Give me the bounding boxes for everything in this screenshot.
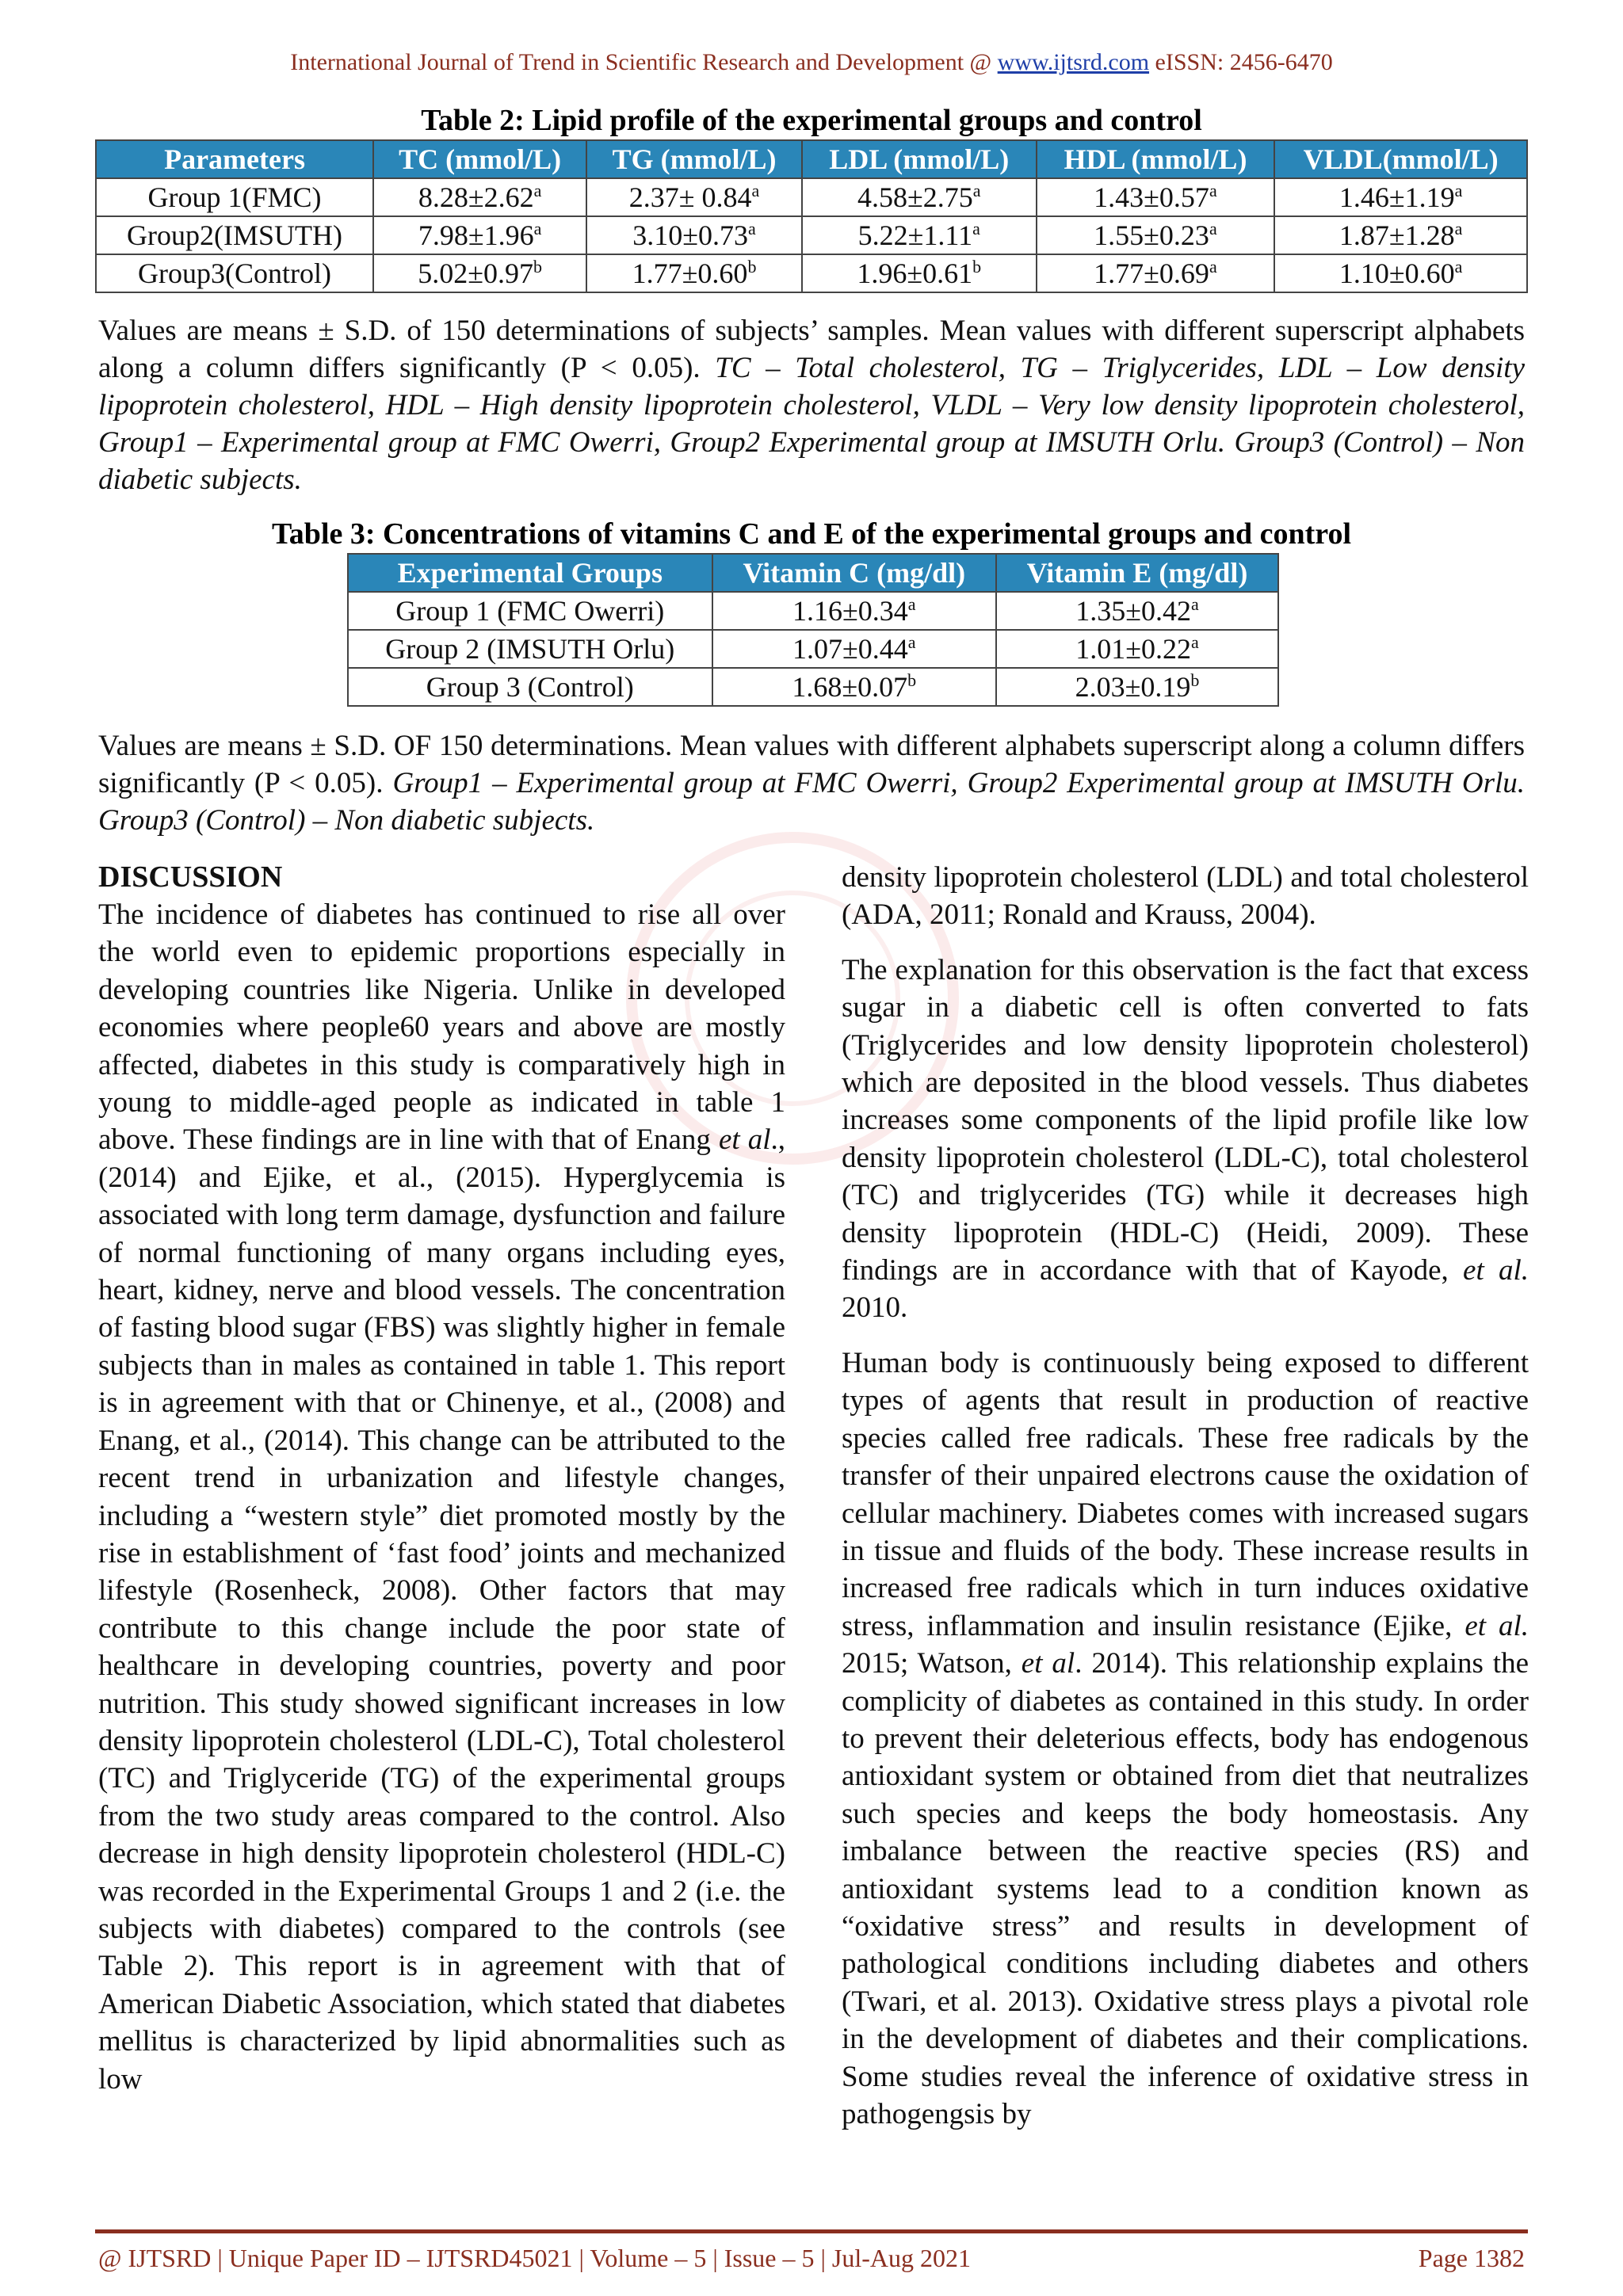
cell-superscript: a — [1454, 257, 1463, 277]
table-cell — [1274, 178, 1527, 216]
cell-superscript: a — [1190, 594, 1199, 614]
table2-note: Values are means ± S.D. of 150 determinations of subjects’ samples. Mean values with different superscript alphabets along a column differs significantly (P < 0.05). TC – Total cholesterol, TG – Triglycerides, LDL – Low density lipoprotein cholesterol, HDL – High density lipoprotein cholesterol, VLDL – Very low density lipoprotein cholesterol, Group1 – Experimental group at FMC Owerri, Group2 Experimental group at IMSUTH Orlu. Group3 (Control) – Non diabetic subjects. — [98, 315, 1525, 496]
cell-superscript: a — [1209, 219, 1217, 238]
table-cell — [802, 216, 1037, 254]
table-cell — [712, 592, 996, 630]
table2-header-row — [96, 140, 1527, 178]
table-row — [348, 630, 1278, 668]
cell-value: 1.35±0.42 — [1075, 595, 1191, 627]
cell-value: 8.28±2.62 — [418, 181, 534, 213]
table-cell — [1274, 216, 1527, 254]
table-row — [96, 216, 1527, 254]
table3-col-header: Experimental Groups — [348, 554, 712, 592]
row-label: Group3(Control) — [96, 254, 373, 292]
table-cell — [1037, 216, 1275, 254]
cell-superscript: a — [907, 594, 916, 614]
discussion-paragraph-1: The incidence of diabetes has continued to rise all over the world even to epidemic proportions especially in developing countries like Nigeria. Unlike in developed economies where people60 years and above are mostly affected, diabetes in this study is comparatively high in young to middle-aged people as indicated in table 1 above. These findings are in line with that of Enang et al., (2014) and Ejike, et al., (2015). Hyperglycemia is associated with long term damage, dysfunction and failure of normal functioning of many organs including eyes, heart, kidney, nerve and blood vessels. The concentration of fasting blood sugar (FBS) was slightly higher in female subjects than in males as contained in table 1. This report is in agreement with that or Chinenye, et al., (2008) and Enang, et al., (2014). This change can be attributed to the recent trend in urbanization and lifestyle changes, including a “western style” diet promoted mostly by the rise in establishment of ‘fast food’ joints and mechanized lifestyle (Rosenheck, 2008). Other factors that may contribute to this change include the poor state of healthcare in developing countries, poverty and poor nutrition. This study showed significant increases in low density lipoprotein cholesterol (LDL-C), Total cholesterol (TC) and Triglyceride (TG) of the experimental groups from the two study areas compared to the control. Also decrease in high density lipoprotein cholesterol (HDL-C) was recorded in the Experimental Groups 1 and 2 (i.e. the subjects with diabetes) compared to the controls (see Table 2). This report is in agreement with that of American Diabetic Association, which stated that diabetes mellitus is characterized by lipid abnormalities such as low — [98, 898, 785, 2096]
page-number: Page 1382 — [1418, 2244, 1525, 2272]
cell-value: 5.02±0.97 — [418, 257, 534, 289]
row-label: Group 2 (IMSUTH Orlu) — [348, 630, 712, 668]
table2-col-header: VLDL(mmol/L) — [1274, 140, 1527, 178]
cell-superscript: a — [1209, 181, 1217, 200]
journal-website-link[interactable]: www.ijtsrd.com — [997, 49, 1150, 75]
cell-superscript: a — [533, 181, 542, 200]
cell-value: 7.98±1.96 — [418, 219, 534, 251]
cell-superscript: a — [533, 219, 542, 238]
cell-value: 1.16±0.34 — [792, 595, 908, 627]
cell-value: 1.07±0.44 — [792, 633, 908, 665]
cell-value: 1.77±0.60 — [632, 257, 748, 289]
table3-col-header: Vitamin C (mg/dl) — [712, 554, 996, 592]
table-cell — [802, 178, 1037, 216]
table-cell — [712, 668, 996, 706]
cell-value: 1.01±0.22 — [1075, 633, 1191, 665]
cell-value: 1.77±0.69 — [1094, 257, 1209, 289]
cell-superscript: a — [1454, 219, 1463, 238]
page-footer — [98, 2244, 1525, 2273]
table-cell — [996, 630, 1278, 668]
discussion-paragraph-1-continued: density lipoprotein cholesterol (LDL) and total cholesterol (ADA, 2011; Ronald and Krauss, 2004). — [842, 861, 1529, 932]
table-cell — [802, 254, 1037, 292]
table-cell — [586, 178, 802, 216]
cell-superscript: a — [1209, 257, 1217, 277]
cell-superscript: a — [1190, 632, 1199, 652]
table-cell — [586, 216, 802, 254]
table3-note: Values are means ± S.D. OF 150 determinations. Mean values with different alphabets superscript along a column differs significantly (P < 0.05). Group1 – Experimental group at FMC Owerri, Group2 Experimental group at IMSUTH Orlu. Group3 (Control) – Non diabetic subjects. — [98, 730, 1525, 837]
cell-superscript: a — [972, 181, 981, 200]
table-row — [96, 178, 1527, 216]
cell-value: 1.10±0.60 — [1338, 257, 1455, 289]
table-cell — [373, 178, 586, 216]
row-label: Group2(IMSUTH) — [96, 216, 373, 254]
table-cell — [1037, 178, 1275, 216]
row-label: Group 1(FMC) — [96, 178, 373, 216]
cell-superscript: a — [1454, 181, 1463, 200]
table2-lipid-profile — [95, 139, 1528, 293]
cell-value: 3.10±0.73 — [632, 219, 749, 251]
discussion-left-column — [98, 859, 785, 2115]
table2-col-header: TG (mmol/L) — [586, 140, 802, 178]
table-cell — [996, 592, 1278, 630]
discussion-right-column — [842, 859, 1529, 2150]
cell-superscript: a — [748, 219, 756, 238]
table3-header-row — [348, 554, 1278, 592]
cell-superscript: b — [907, 670, 917, 690]
cell-value: 1.68±0.07 — [792, 671, 908, 703]
cell-value: 2.37± 0.84 — [628, 181, 752, 213]
table-cell — [1274, 254, 1527, 292]
discussion-heading: DISCUSSION — [98, 860, 283, 894]
table-cell — [373, 216, 586, 254]
journal-header: International Journal of Trend in Scientific Research and Development @ www.ijtsrd.com eISSN: 2456-6470 — [290, 49, 1333, 75]
cell-value: 5.22±1.11 — [857, 219, 973, 251]
cell-value: 1.43±0.57 — [1094, 181, 1209, 213]
table-cell — [373, 254, 586, 292]
cell-value: 2.03±0.19 — [1075, 671, 1191, 703]
table2-col-header: HDL (mmol/L) — [1037, 140, 1275, 178]
cell-value: 1.55±0.23 — [1094, 219, 1209, 251]
table-cell — [712, 630, 996, 668]
discussion-paragraph-2: The explanation for this observation is the fact that excess sugar in a diabetic cell is often converted to fats (Triglycerides and low density lipoprotein cholesterol) which are deposited in the blood vessels. Thus diabetes increases some components of the lipid profile like low density lipoprotein cholesterol (LDL-C), total cholesterol (TC) and triglycerides (TG) while it decreases high density lipoprotein (HDL-C) (Heidi, 2009). These findings are in accordance with that of Kayode, et al. 2010. — [842, 953, 1529, 1325]
table3-caption: Table 3: Concentrations of vitamins C and E of the experimental groups and control — [271, 517, 1352, 551]
table3-col-header: Vitamin E (mg/dl) — [996, 554, 1278, 592]
row-label: Group 1 (FMC Owerri) — [348, 592, 712, 630]
table3-vitamins — [347, 553, 1279, 707]
cell-value: 1.46±1.19 — [1338, 181, 1455, 213]
cell-superscript: a — [751, 181, 760, 200]
cell-value: 4.58±2.75 — [857, 181, 973, 213]
cell-superscript: b — [747, 257, 757, 277]
footer-divider — [95, 2229, 1528, 2233]
cell-value: 1.96±0.61 — [857, 257, 973, 289]
cell-superscript: b — [972, 257, 982, 277]
table-row — [348, 668, 1278, 706]
cell-superscript: a — [907, 632, 916, 652]
discussion-paragraph-3: Human body is continuously being exposed to different types of agents that result in production of reactive species called free radicals. These free radicals by the transfer of their unpaired electrons cause the oxidation of cellular machinery. Diabetes comes with increased sugars in tissue and fluids of the body. These increase results in increased free radicals which in turn induces oxidative stress, inflammation and insulin resistance (Ejike, et al. 2015; Watson, et al. 2014). This relationship explains the complicity of diabetes as contained in this study. In order to prevent their deleterious effects, body has endogenous antioxidant system or obtained from diet that neutralizes such species and keeps the body homeostasis. Any imbalance between the reactive species (RS) and antioxidant systems lead to a condition known as “oxidative stress” and results in development of pathological conditions including diabetes and others (Twari, et al. 2013). Oxidative stress plays a pivotal role in the development of diabetes and their complications. Some studies reveal the inference of oxidative stress in pathogengsis by — [842, 1346, 1529, 2130]
table-cell — [1037, 254, 1275, 292]
footer-paper-info: @ IJTSRD | Unique Paper ID – IJTSRD45021 | Volume – 5 | Issue – 5 | Jul-Aug 2021 — [98, 2244, 971, 2272]
table-cell — [586, 254, 802, 292]
cell-superscript: b — [533, 257, 543, 277]
table2-col-header: TC (mmol/L) — [373, 140, 586, 178]
table-cell — [996, 668, 1278, 706]
cell-superscript: a — [972, 219, 980, 238]
cell-value: 1.87±1.28 — [1338, 219, 1455, 251]
table2-caption: Table 2: Lipid profile of the experimental groups and control — [421, 104, 1202, 137]
table2-col-header: Parameters — [96, 140, 373, 178]
row-label: Group 3 (Control) — [348, 668, 712, 706]
table-row — [96, 254, 1527, 292]
cell-superscript: b — [1190, 670, 1200, 690]
table-row — [348, 592, 1278, 630]
table2-col-header: LDL (mmol/L) — [802, 140, 1037, 178]
